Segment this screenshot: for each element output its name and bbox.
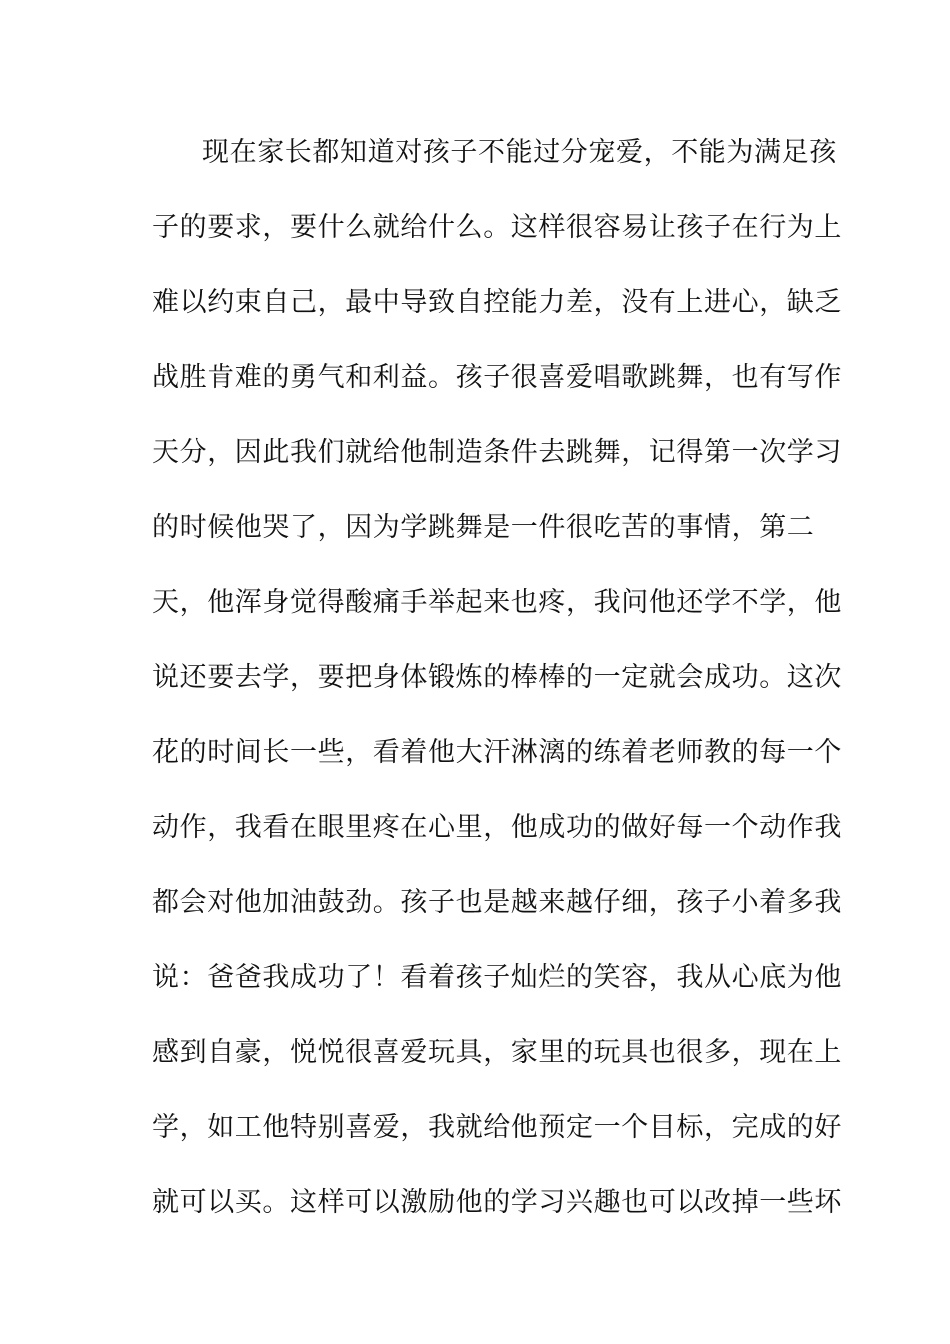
text-line-7: 天，他浑身觉得酸痛手举起来也疼，我问他还学不学，他 xyxy=(152,587,842,618)
text-line-8: 说还要去学，要把身体锻炼的棒棒的一定就会成功。这次 xyxy=(152,662,842,693)
text-line-15: 就可以买。这样可以激励他的学习兴趣也可以改掉一些坏 xyxy=(152,1187,842,1218)
text-line-6: 的时候他哭了，因为学跳舞是一件很吃苦的事情，第二 xyxy=(152,512,815,543)
text-line-10: 动作，我看在眼里疼在心里，他成功的做好每一个动作我 xyxy=(152,812,842,843)
text-line-5: 天分，因此我们就给他制造条件去跳舞，记得第一次学习 xyxy=(152,437,842,468)
text-line-14: 学，如工他特别喜爱，我就给他预定一个目标，完成的好 xyxy=(152,1112,842,1143)
text-line-4: 战胜肯难的勇气和利益。孩子很喜爱唱歌跳舞，也有写作 xyxy=(152,362,842,393)
text-line-11: 都会对他加油鼓劲。孩子也是越来越仔细，孩子小着多我 xyxy=(152,887,842,918)
text-line-3: 难以约束自己，最中导致自控能力差，没有上进心，缺乏 xyxy=(152,287,842,318)
text-line-12: 说：爸爸我成功了！看着孩子灿烂的笑容，我从心底为他 xyxy=(152,962,842,993)
text-line-9: 花的时间长一些，看着他大汗淋漓的练着老师教的每一个 xyxy=(152,737,842,768)
text-line-13: 感到自豪，悦悦很喜爱玩具，家里的玩具也很多，现在上 xyxy=(152,1037,842,1068)
text-line-2: 子的要求，要什么就给什么。这样很容易让孩子在行为上 xyxy=(152,212,842,243)
text-line-1: 现在家长都知道对孩子不能过分宠爱，不能为满足孩 xyxy=(202,137,837,168)
body-paragraph xyxy=(152,128,842,1253)
